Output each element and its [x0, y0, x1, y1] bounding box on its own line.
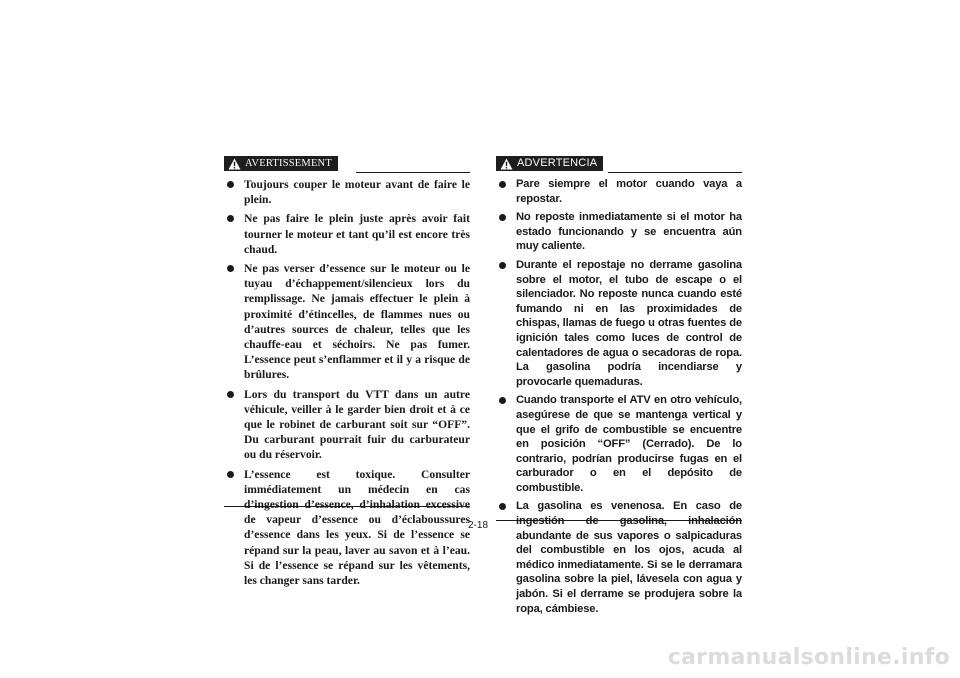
bullet-dot-icon: [499, 181, 506, 188]
list-item: Durante el repostaje no derrame gasolina sobre el motor, el tubo de escape o el silenciador. No reposte nunca cuando esté fumando ni en las proximidades de chispas, llamas de fuego u otras fuentes de ignición tales como luces de control de calentadores de agua o secadoras de ropa. La gasolina podría incendiarse y provocarle quemaduras.: [496, 258, 742, 389]
bullet-dot-icon: [227, 471, 234, 478]
list-item: Pare siempre el motor cuando vaya a repostar.: [496, 177, 742, 206]
spanish-warning-header: [496, 150, 742, 172]
bullet-dot-icon: [227, 181, 234, 188]
french-warning-heading: AVERTISSEMENT: [245, 157, 332, 169]
spanish-warning-list: [496, 177, 742, 616]
warning-triangle-icon: [228, 158, 241, 170]
list-item: Cuando transporte el ATV en otro vehículo, asegúrese de que se mantenga vertical y que el grifo de combustible se encuentre en posición “OFF” (Cerrado). De lo contrario, podrían producirse fugas en el carburador o en el depósito de combustible.: [496, 393, 742, 495]
bullet-dot-icon: [227, 265, 234, 272]
bullet-dot-icon: [227, 215, 234, 222]
french-heading-rule: [356, 172, 470, 173]
french-warning-badge: [224, 156, 338, 171]
warning-triangle-icon: [500, 158, 513, 170]
watermark: carmanualsonline.info: [667, 645, 950, 670]
list-item: No reposte inmediatamente si el motor ha estado funcionando y se encuentra aún muy caliente.: [496, 210, 742, 254]
french-warning-list: [224, 177, 470, 588]
french-section-end-rule: [224, 506, 470, 507]
bullet-dot-icon: [499, 262, 506, 269]
list-item: Lors du transport du VTT dans un autre véhicule, veiller à le garder bien droit et à ce que le robinet de carburant soit sur “OFF”. Du carburant pourrait fuir du carburateur ou du réservoir.: [224, 387, 470, 463]
french-warning-section: [224, 150, 470, 592]
page-number: 2-18: [468, 520, 489, 531]
french-warning-header: [224, 150, 470, 172]
list-item: Toujours couper le moteur avant de faire le plein.: [224, 177, 470, 207]
bullet-dot-icon: [499, 503, 506, 510]
list-item: L’essence est toxique. Consulter immédiatement un médecin en cas d’ingestion d’essence, d’inhalation excessive de vapeur d’essence ou d’éclaboussures d’essence dans les yeux. Si de l’essence se répand sur la peau, laver au savon et à l’eau. Si de l’essence se répand sur les vêtements, les changer sans tarder.: [224, 467, 470, 589]
spanish-section-end-rule: [496, 520, 742, 521]
spanish-warning-heading: ADVERTENCIA: [517, 157, 598, 170]
list-item: La gasolina es venenosa. En caso de ingestión de gasolina, inhalación abundante de sus vapores o salpicaduras del combustible en los ojos, acuda al médico inmediatamente. Si se le derramara gasolina sobre la piel, lávesela con agua y jabón. Si el derrame se produjera sobre la ropa, cámbiese.: [496, 499, 742, 616]
spanish-heading-rule: [608, 172, 742, 173]
bullet-dot-icon: [499, 214, 506, 221]
list-item: Ne pas verser d’essence sur le moteur ou le tuyau d’échappement/silencieux lors du remplissage. Ne jamais effectuer le plein à proximité d’étincelles, de flammes nues ou d’autres sources de chaleur, telles que les chauffe-eau et séchoirs. Ne pas fumer. L’essence peut s’enflammer et il y a risque de brûlures.: [224, 261, 470, 383]
bullet-dot-icon: [499, 397, 506, 404]
list-item: Ne pas faire le plein juste après avoir fait tourner le moteur et tant qu’il est encore très chaud.: [224, 211, 470, 257]
bullet-dot-icon: [227, 391, 234, 398]
spanish-warning-section: [496, 150, 742, 620]
spanish-warning-badge: [496, 156, 603, 171]
